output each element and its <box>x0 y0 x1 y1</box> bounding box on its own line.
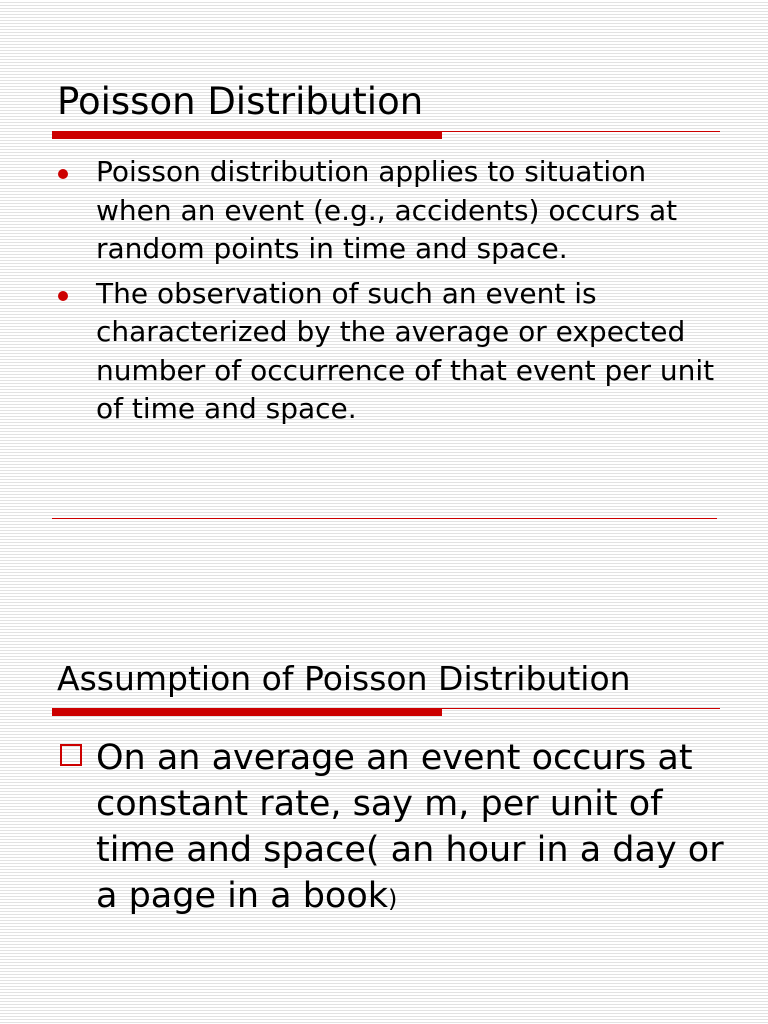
bullet-text: Poisson distribution applies to situation when an event (e.g., accidents) occurs at random points in time and space. <box>96 155 678 265</box>
slide-2-bullet-list <box>0 735 768 922</box>
title-underline-thick <box>52 708 442 716</box>
bullet-dot-icon <box>58 291 68 301</box>
bullet-dot-icon <box>58 169 68 179</box>
title-underline-thin <box>442 708 720 709</box>
bullet-text: The observation of such an event is characterized by the average or expected number of occurrence of that event per unit of time and space. <box>96 276 715 425</box>
slide-1-title: Poisson Distribution <box>57 80 424 123</box>
slide-2 <box>0 512 768 1024</box>
slide-1-bottom-rule <box>52 518 717 519</box>
slide-1-bullet-list <box>0 153 768 435</box>
bullet-text: On an average an event occurs at constant rate, say m, per unit of time and space( an hour in a day or a page in a book <box>96 738 724 916</box>
closing-parenthesis: ) <box>388 885 398 913</box>
slide-2-title: Assumption of Poisson Distribution <box>57 659 631 698</box>
title-underline-thick <box>52 131 442 139</box>
title-underline-thin <box>442 131 720 132</box>
hollow-square-bullet-icon <box>60 744 82 766</box>
bullet-item <box>0 153 768 269</box>
bullet-item <box>0 735 768 922</box>
bullet-item <box>0 275 768 429</box>
